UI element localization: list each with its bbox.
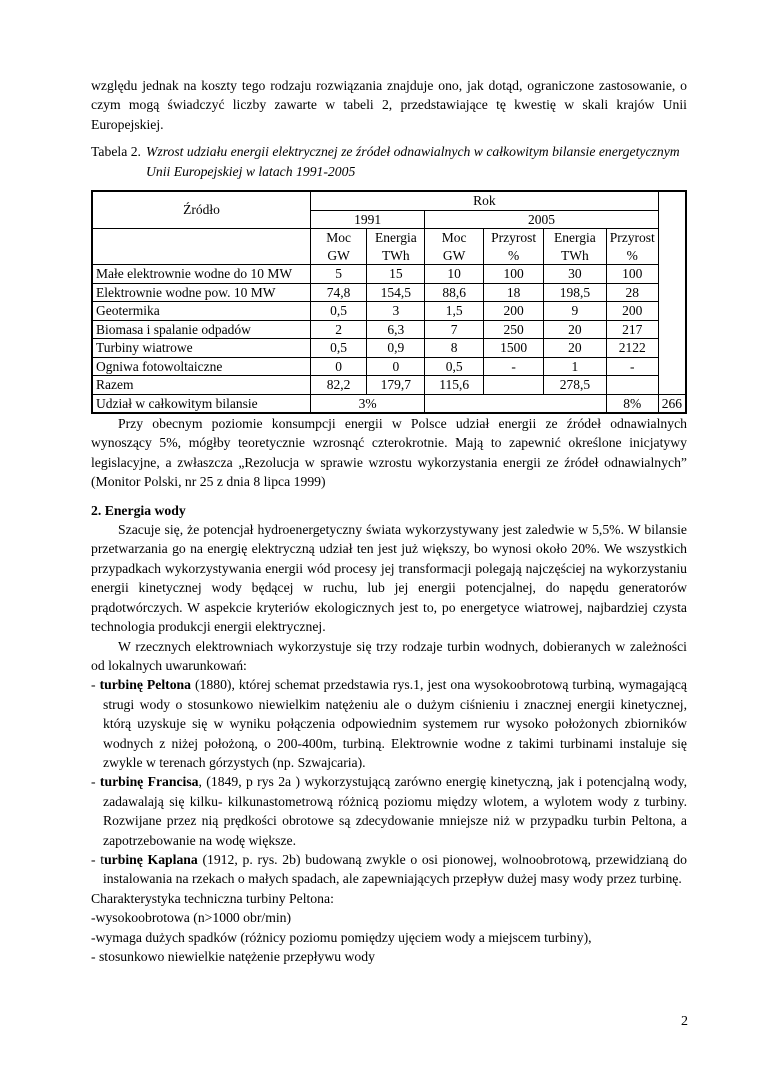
header-2005: 2005 xyxy=(425,210,658,229)
header-year: Rok xyxy=(310,191,658,210)
table-cell: 20 xyxy=(544,320,607,339)
column-header: Przyrost % xyxy=(606,229,658,265)
table-caption-text: Wzrost udziału energii elektrycznej ze źródeł odnawialnych w całkowitym bilansie energetycznym Unii Europejskiej w latach 1991-2005 xyxy=(145,144,680,179)
table-cell: 20 xyxy=(544,339,607,358)
header-source: Źródło xyxy=(92,191,310,229)
table-cell: 198,5 xyxy=(544,283,607,302)
table-caption-label: Tabela 2. xyxy=(91,144,141,160)
bullet-item: - turbinę Kaplana (1912, p. rys. 2b) budowaną zwykle o osi pionowej, wolnoobrotową, przewidzianą do instalowania na rzekach o małych spadach, ale zapewniających przepływ dużej masy wody przez turbinę. xyxy=(91,851,687,887)
column-header: Energia TWh xyxy=(544,229,607,265)
table-cell: 28 xyxy=(606,283,658,302)
table-cell: - xyxy=(606,357,658,376)
table-row xyxy=(92,357,686,376)
bullet-item: - turbinę Francisa, (1849, p rys 2a ) wykorzystującą zarówno energię kinetyczną, jak i potencjalną wody, zadawalają się kilku- kilkunastometrową różnicą poziomu między wlotem, a wylotem wody z turbiny. Rozwijane przez nią prędkości obrotowe są zdecydowanie mniejsze niż w przypadku turbin Peltona, a zapotrzebowanie na wodę większe. xyxy=(91,774,687,848)
table-cell: 0 xyxy=(367,357,425,376)
intro-paragraph: względu jednak na koszty tego rodzaju rozwiązania znajduje ono, jak dotąd, ograniczone zastosowanie, o czym mogą świadczyć liczby zawarte w tabeli 2, przedstawiające tę kwestię w skali krajów Unii Europejskiej. xyxy=(91,78,687,132)
table-cell: 200 xyxy=(606,302,658,321)
table-cell: 2122 xyxy=(606,339,658,358)
table-row xyxy=(92,320,686,339)
table-cell: 115,6 xyxy=(425,376,484,395)
table-row xyxy=(92,283,686,302)
table-cell: 3 xyxy=(367,302,425,321)
table-cell: 6,3 xyxy=(367,320,425,339)
table-cell: 1,5 xyxy=(425,302,484,321)
table-cell xyxy=(484,376,544,395)
row-label: Udział w całkowitym bilansie xyxy=(92,394,310,413)
table-cell: 100 xyxy=(606,265,658,284)
table-cell xyxy=(606,376,658,395)
section-paragraph-2: W rzecznych elektrowniach wykorzystuje się trzy rodzaje turbin wodnych, dobieranych w zależności od lokalnych uwarunkowań: xyxy=(91,638,687,673)
section-paragraph-1: Szacuje się, że potencjał hydroenergetyczny świata wykorzystywany jest zaledwie w 5,5%. W bilansie przetwarzania go na energię elektryczną udział ten jest już większy, bo wynosi około 20%. We wszystkich przypadkach wykorzystywania energii wód procesy jej transformacji polegają najczęściej na wykorzystaniu energii kinetycznej wody będącej w ruchu, lub jej energii potencjalnej, do napędu generatorów prądotwórczych. W aspekcie kryteriów ekologicznych jest to, po energetyce wiatrowej, najbardziej czysta technologia produkcji energii elektrycznej. xyxy=(91,522,687,635)
tech-item: -wysokoobrotowa (n>1000 obr/min) xyxy=(91,910,292,926)
column-header: Przyrost % xyxy=(484,229,544,265)
table-cell: 5 xyxy=(310,265,366,284)
column-header: Moc GW xyxy=(310,229,366,265)
row-label: Razem xyxy=(92,376,310,395)
tech-item: - stosunkowo niewielkie natężenie przepływu wody xyxy=(91,949,375,964)
table-cell: 7 xyxy=(425,320,484,339)
section-heading: 2. Energia wody xyxy=(91,502,186,518)
tech-heading: Charakterystyka techniczna turbiny Peltona: xyxy=(91,890,334,906)
column-header: Energia TWh xyxy=(367,229,425,265)
table-cell: 0,5 xyxy=(310,339,366,358)
share-2005: 8% xyxy=(606,394,658,413)
table-cell: 9 xyxy=(544,302,607,321)
bullet-item: - turbinę Peltona (1880), której schemat przedstawia rys.1, jest ona wysokoobrotową turbiną, wymagającą strugi wody o stosunkowo niewielkim natężeniu ale o dużym ciśnieniu i znacznej energii kinetycznej, którą uzyskuje się w wyniku połączenia odpowiednim systemem rur wysoko położonych zbiorników wodnych z niżej położoną, o 200-400m, turbiną. Elektrownie wodne z takimi turbinami instaluje się zwykle w terenach górzystych (np. Szwajcaria). xyxy=(91,677,688,770)
row-label: Ogniwa fotowoltaiczne xyxy=(92,357,310,376)
table-row xyxy=(92,339,686,358)
table-cell: 250 xyxy=(484,320,544,339)
column-header-row xyxy=(92,229,686,265)
header-blank xyxy=(92,229,310,265)
tech-item: -wymaga dużych spadków (różnicy poziomu pomiędzy ujęciem wody a miejscem turbiny), xyxy=(91,929,592,945)
table-row-share xyxy=(92,394,686,413)
table-cell: 30 xyxy=(544,265,607,284)
table-row xyxy=(92,302,686,321)
data-table xyxy=(91,190,687,414)
table-cell: 1 xyxy=(544,357,607,376)
table-cell: 74,8 xyxy=(310,283,366,302)
table-row-total xyxy=(92,376,686,395)
table-cell: 8 xyxy=(425,339,484,358)
table-cell: 15 xyxy=(367,265,425,284)
table-cell: 2 xyxy=(310,320,366,339)
share-1991: 3% xyxy=(310,394,424,413)
table-cell: 0,5 xyxy=(310,302,366,321)
header-1991: 1991 xyxy=(310,210,424,229)
table-cell: 100 xyxy=(484,265,544,284)
table-cell: 200 xyxy=(484,302,544,321)
table-cell: 217 xyxy=(606,320,658,339)
table-cell: 179,7 xyxy=(367,376,425,395)
table-cell: 278,5 xyxy=(544,376,607,395)
table-cell: 1500 xyxy=(484,339,544,358)
table-cell: 82,2 xyxy=(310,376,366,395)
row-label: Biomasa i spalanie odpadów xyxy=(92,320,310,339)
paragraph-after-table: Przy obecnym poziomie konsumpcji energii w Polsce udział energii ze źródeł odnawialnych wynoszący 5%, mógłby teoretycznie wzrosnąć czterokrotnie. Mają to zapewnić określone inicjatywy legislacyjne, a zwłaszcza „Rezolucja w sprawie wzrostu wykorzystania energii ze źródeł odnawialnych” (Monitor Polski, nr 25 z dnia 8 lipca 1999) xyxy=(91,416,687,490)
table-cell: 0,9 xyxy=(367,339,425,358)
row-label: Geotermika xyxy=(92,302,310,321)
table-cell: 10 xyxy=(425,265,484,284)
page-number: 2 xyxy=(681,1014,688,1029)
row-label: Turbiny wiatrowe xyxy=(92,339,310,358)
share-blank xyxy=(425,394,606,413)
table-cell: 88,6 xyxy=(425,283,484,302)
table-caption xyxy=(91,142,687,181)
table-cell: 154,5 xyxy=(367,283,425,302)
row-label: Elektrownie wodne pow. 10 MW xyxy=(92,283,310,302)
table-cell: - xyxy=(484,357,544,376)
share-last: 266 xyxy=(658,394,686,413)
column-header: Moc GW xyxy=(425,229,484,265)
table-cell: 0,5 xyxy=(425,357,484,376)
table-cell: 0 xyxy=(310,357,366,376)
table-cell: 18 xyxy=(484,283,544,302)
table-row xyxy=(92,265,686,284)
row-label: Małe elektrownie wodne do 10 MW xyxy=(92,265,310,284)
